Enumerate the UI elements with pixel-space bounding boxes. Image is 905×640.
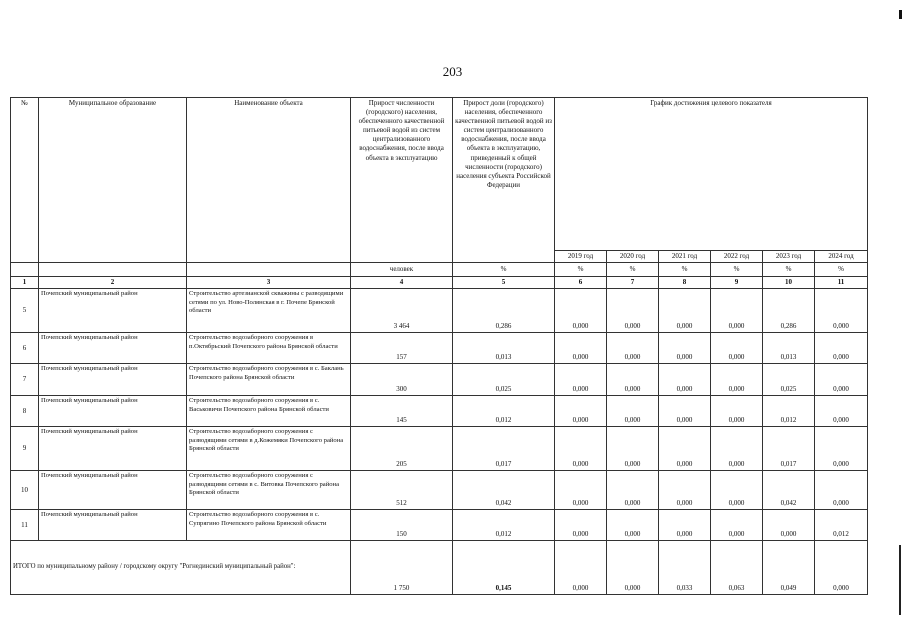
row-value-2024: 0,000 — [815, 364, 868, 396]
row-value-2020: 0,000 — [607, 396, 659, 427]
total-share: 0,145 — [453, 541, 555, 595]
row-value-2023: 0,017 — [763, 427, 815, 471]
row-municipality: Почепский муниципальный район — [39, 333, 187, 364]
table-row — [11, 471, 868, 510]
row-number: 5 — [11, 289, 39, 333]
unit-percent: % — [659, 263, 711, 277]
row-value-2023: 0,042 — [763, 471, 815, 510]
unit-percent: % — [815, 263, 868, 277]
row-value-2020: 0,000 — [607, 427, 659, 471]
row-value-2024: 0,000 — [815, 396, 868, 427]
total-value-2022: 0,063 — [711, 541, 763, 595]
unit-empty — [11, 263, 39, 277]
row-municipality: Почепский муниципальный район — [39, 396, 187, 427]
header-row-column-numbers — [11, 277, 868, 289]
table-row — [11, 364, 868, 396]
row-value-2019: 0,000 — [555, 364, 607, 396]
row-value-2024: 0,000 — [815, 333, 868, 364]
row-value-2020: 0,000 — [607, 289, 659, 333]
row-value-2020: 0,000 — [607, 333, 659, 364]
col-number: 3 — [187, 277, 351, 289]
row-value-2021: 0,000 — [659, 427, 711, 471]
row-value-2019: 0,000 — [555, 510, 607, 541]
row-value-2022: 0,000 — [711, 396, 763, 427]
row-population: 150 — [351, 510, 453, 541]
row-value-2023: 0,012 — [763, 396, 815, 427]
row-population: 512 — [351, 471, 453, 510]
row-population: 157 — [351, 333, 453, 364]
row-value-2019: 0,000 — [555, 396, 607, 427]
header-share: Прирост доли (городского) населения, обеспеченного качественной питьевой водой из систем централизованного водоснабжения, после ввода объекта в эксплуатацию, приведенный к общей численности (городского) населения субъекта Российской Федерации — [453, 98, 555, 263]
table-row — [11, 510, 868, 541]
header-population: Прирост численности (городского) населения, обеспеченного качественной питьевой водой из систем централизованного водоснабжения, после ввода объекта в эксплуатацию — [351, 98, 453, 263]
year-2024: 2024 год — [815, 251, 868, 263]
unit-percent: % — [763, 263, 815, 277]
row-value-2024: 0,012 — [815, 510, 868, 541]
col-number: 8 — [659, 277, 711, 289]
unit-empty — [187, 263, 351, 277]
row-value-2022: 0,000 — [711, 364, 763, 396]
header-row-main — [11, 98, 868, 251]
row-value-2019: 0,000 — [555, 289, 607, 333]
row-object: Строительство водозаборного сооружения в п.Октябрьский Почепского района Брянской области — [187, 333, 351, 364]
total-value-2024: 0,000 — [815, 541, 868, 595]
header-municipality: Муниципальное образование — [39, 98, 187, 263]
row-value-2019: 0,000 — [555, 427, 607, 471]
row-number: 7 — [11, 364, 39, 396]
row-value-2022: 0,000 — [711, 510, 763, 541]
total-value-2023: 0,049 — [763, 541, 815, 595]
row-value-2019: 0,000 — [555, 333, 607, 364]
col-number: 1 — [11, 277, 39, 289]
row-number: 8 — [11, 396, 39, 427]
table-row — [11, 396, 868, 427]
row-object: Строительство водозаборного сооружения с разводящими сетями в д.Кожемяки Почепского района Брянской области — [187, 427, 351, 471]
row-value-2024: 0,000 — [815, 471, 868, 510]
row-value-2020: 0,000 — [607, 364, 659, 396]
unit-percent: % — [607, 263, 659, 277]
unit-percent: % — [453, 263, 555, 277]
row-share: 0,012 — [453, 510, 555, 541]
row-value-2021: 0,000 — [659, 510, 711, 541]
row-number: 11 — [11, 510, 39, 541]
total-population: 1 750 — [351, 541, 453, 595]
total-label: ИТОГО по муниципальному району / городскому округу "Рогнединский муниципальный район": — [11, 541, 351, 595]
row-share: 0,012 — [453, 396, 555, 427]
total-value-2021: 0,033 — [659, 541, 711, 595]
unit-empty — [39, 263, 187, 277]
row-object: Строительство артезианской скважины с разводящими сетями по ул. Ново-Полянская в г. Почепе Брянской области — [187, 289, 351, 333]
year-2019: 2019 год — [555, 251, 607, 263]
unit-percent: % — [555, 263, 607, 277]
row-value-2023: 0,025 — [763, 364, 815, 396]
page-number: 203 — [442, 64, 463, 79]
row-value-2023: 0,013 — [763, 333, 815, 364]
target-indicator-table — [10, 97, 868, 595]
year-2021: 2021 год — [659, 251, 711, 263]
row-municipality: Почепский муниципальный район — [39, 427, 187, 471]
col-number: 6 — [555, 277, 607, 289]
unit-percent: % — [711, 263, 763, 277]
row-share: 0,025 — [453, 364, 555, 396]
header-no: № — [11, 98, 39, 263]
row-value-2021: 0,000 — [659, 333, 711, 364]
row-value-2022: 0,000 — [711, 289, 763, 333]
row-object: Строительство водозаборного сооружения в с. Баклань Почепского района Брянской области — [187, 364, 351, 396]
row-number: 10 — [11, 471, 39, 510]
header-object: Наименование объекта — [187, 98, 351, 263]
row-value-2020: 0,000 — [607, 510, 659, 541]
table-row — [11, 427, 868, 471]
table-row — [11, 289, 868, 333]
row-value-2024: 0,000 — [815, 289, 868, 333]
row-value-2020: 0,000 — [607, 471, 659, 510]
total-value-2019: 0,000 — [555, 541, 607, 595]
scan-edge-line — [899, 545, 901, 615]
row-share: 0,286 — [453, 289, 555, 333]
row-population: 205 — [351, 427, 453, 471]
year-2022: 2022 год — [711, 251, 763, 263]
scan-edge-mark — [899, 10, 902, 19]
row-share: 0,013 — [453, 333, 555, 364]
row-municipality: Почепский муниципальный район — [39, 471, 187, 510]
row-object: Строительство водозаборного сооружения в с. Супрягино Почепского района Брянской области — [187, 510, 351, 541]
year-2023: 2023 год — [763, 251, 815, 263]
row-share: 0,042 — [453, 471, 555, 510]
row-population: 3 464 — [351, 289, 453, 333]
row-population: 145 — [351, 396, 453, 427]
col-number: 11 — [815, 277, 868, 289]
row-municipality: Почепский муниципальный район — [39, 510, 187, 541]
col-number: 7 — [607, 277, 659, 289]
row-value-2023: 0,286 — [763, 289, 815, 333]
row-municipality: Почепский муниципальный район — [39, 289, 187, 333]
row-value-2021: 0,000 — [659, 364, 711, 396]
header-schedule: График достижения целевого показателя — [555, 98, 868, 251]
row-value-2024: 0,000 — [815, 427, 868, 471]
unit-people: человек — [351, 263, 453, 277]
row-value-2023: 0,000 — [763, 510, 815, 541]
table-row — [11, 333, 868, 364]
row-number: 9 — [11, 427, 39, 471]
header-row-units — [11, 263, 868, 277]
row-value-2021: 0,000 — [659, 471, 711, 510]
row-object: Строительство водозаборного сооружения с разводящими сетями в с. Витовка Почепского района Брянской области — [187, 471, 351, 510]
row-value-2021: 0,000 — [659, 289, 711, 333]
row-value-2022: 0,000 — [711, 427, 763, 471]
row-value-2022: 0,000 — [711, 333, 763, 364]
row-population: 300 — [351, 364, 453, 396]
row-share: 0,017 — [453, 427, 555, 471]
row-object: Строительство водозаборного сооружения в с. Васьковичи Почепского района Брянской области — [187, 396, 351, 427]
col-number: 5 — [453, 277, 555, 289]
col-number: 9 — [711, 277, 763, 289]
col-number: 10 — [763, 277, 815, 289]
row-value-2022: 0,000 — [711, 471, 763, 510]
total-value-2020: 0,000 — [607, 541, 659, 595]
row-value-2021: 0,000 — [659, 396, 711, 427]
col-number: 2 — [39, 277, 187, 289]
row-value-2019: 0,000 — [555, 471, 607, 510]
row-municipality: Почепский муниципальный район — [39, 364, 187, 396]
total-row — [11, 541, 868, 595]
row-number: 6 — [11, 333, 39, 364]
col-number: 4 — [351, 277, 453, 289]
year-2020: 2020 год — [607, 251, 659, 263]
